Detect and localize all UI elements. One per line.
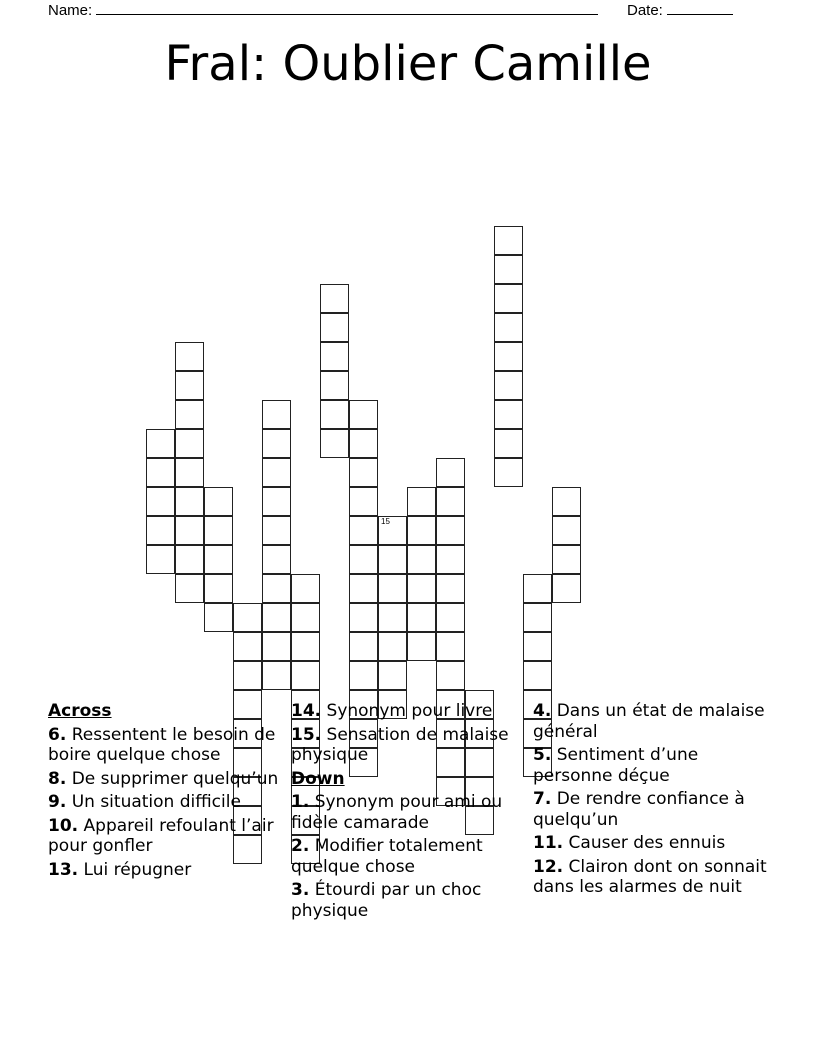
clue-text: Synonym pour livre bbox=[326, 701, 493, 721]
clue-item bbox=[291, 836, 526, 877]
clue-item bbox=[533, 701, 773, 742]
grid-cell[interactable] bbox=[320, 429, 349, 458]
grid-cell[interactable] bbox=[523, 603, 552, 632]
grid-cell[interactable] bbox=[320, 284, 349, 313]
grid-cell[interactable] bbox=[175, 574, 204, 603]
grid-cell[interactable] bbox=[378, 574, 407, 603]
grid-cell[interactable] bbox=[291, 574, 320, 603]
clue-text: Modifier totalement quelque chose bbox=[291, 836, 483, 877]
grid-cell[interactable] bbox=[378, 661, 407, 690]
grid-cell[interactable] bbox=[349, 400, 378, 429]
grid-cell[interactable] bbox=[146, 516, 175, 545]
clue-item bbox=[48, 860, 283, 881]
grid-cell[interactable] bbox=[262, 603, 291, 632]
clue-number-label: 3. bbox=[291, 880, 310, 900]
clue-item bbox=[291, 725, 526, 766]
grid-cell[interactable] bbox=[146, 487, 175, 516]
clue-text: Dans un état de malaise général bbox=[533, 701, 765, 742]
grid-cell[interactable] bbox=[494, 313, 523, 342]
clue-item bbox=[533, 833, 773, 854]
grid-cell[interactable] bbox=[436, 603, 465, 632]
clue-text: Clairon dont on sonnait dans les alarmes de nuit bbox=[533, 856, 767, 897]
grid-cell[interactable] bbox=[436, 487, 465, 516]
clue-item bbox=[533, 857, 773, 898]
grid-cell[interactable] bbox=[523, 661, 552, 690]
grid-cell[interactable] bbox=[494, 342, 523, 371]
clue-number-label: 11. bbox=[533, 833, 564, 853]
clue-text: Étourdi par un choc physique bbox=[291, 880, 482, 921]
down-heading: Down bbox=[291, 768, 345, 789]
clue-item bbox=[533, 789, 773, 830]
grid-cell[interactable] bbox=[407, 574, 436, 603]
grid-cell[interactable] bbox=[262, 661, 291, 690]
clue-item bbox=[291, 701, 526, 722]
grid-cell[interactable] bbox=[146, 429, 175, 458]
clue-number-label: 14. bbox=[291, 701, 322, 721]
grid-cell[interactable] bbox=[349, 429, 378, 458]
grid-cell[interactable] bbox=[175, 487, 204, 516]
grid-cell[interactable] bbox=[494, 255, 523, 284]
grid-cell[interactable] bbox=[175, 545, 204, 574]
grid-cell[interactable] bbox=[349, 632, 378, 661]
clue-text: Un situation difficile bbox=[71, 792, 241, 812]
clues-column-3 bbox=[533, 701, 773, 901]
grid-cell[interactable] bbox=[436, 661, 465, 690]
grid-cell[interactable] bbox=[233, 661, 262, 690]
grid-cell[interactable] bbox=[204, 574, 233, 603]
clue-text: Sensation de malaise physique bbox=[291, 724, 509, 765]
grid-cell[interactable] bbox=[436, 516, 465, 545]
grid-cell[interactable] bbox=[204, 487, 233, 516]
clue-text: De supprimer quelqu’un bbox=[71, 768, 279, 789]
clue-number-label: 7. bbox=[533, 789, 552, 809]
name-label: Name: bbox=[48, 2, 93, 19]
grid-cell[interactable] bbox=[378, 632, 407, 661]
clue-item bbox=[48, 792, 283, 813]
grid-cell[interactable] bbox=[436, 545, 465, 574]
clue-text: Appareil refoulant l’air pour gonfler bbox=[48, 815, 274, 856]
grid-cell[interactable] bbox=[349, 574, 378, 603]
grid-cell[interactable] bbox=[552, 545, 581, 574]
grid-cell[interactable] bbox=[262, 458, 291, 487]
grid-cell[interactable] bbox=[349, 516, 378, 545]
grid-cell[interactable] bbox=[204, 516, 233, 545]
grid-cell[interactable] bbox=[291, 632, 320, 661]
grid-cell[interactable] bbox=[262, 487, 291, 516]
grid-cell[interactable] bbox=[523, 632, 552, 661]
grid-cell[interactable] bbox=[262, 574, 291, 603]
clue-item bbox=[291, 880, 526, 921]
grid-cell[interactable] bbox=[436, 632, 465, 661]
clue-number-label: 10. bbox=[48, 815, 79, 836]
grid-cell[interactable] bbox=[291, 603, 320, 632]
clue-number-label: 13. bbox=[48, 859, 79, 880]
grid-cell[interactable] bbox=[436, 574, 465, 603]
clue-number-label: 9. bbox=[48, 792, 67, 812]
grid-cell[interactable] bbox=[204, 545, 233, 574]
grid-cell[interactable] bbox=[494, 284, 523, 313]
clue-number-label: 4. bbox=[533, 701, 552, 721]
clue-item bbox=[48, 816, 283, 857]
grid-cell[interactable] bbox=[378, 603, 407, 632]
grid-cell[interactable] bbox=[320, 313, 349, 342]
grid-cell[interactable] bbox=[494, 226, 523, 255]
grid-cell[interactable] bbox=[378, 516, 407, 545]
grid-cell[interactable] bbox=[407, 516, 436, 545]
grid-cell[interactable] bbox=[349, 487, 378, 516]
grid-cell[interactable] bbox=[262, 516, 291, 545]
grid-cell[interactable] bbox=[407, 487, 436, 516]
grid-cell[interactable] bbox=[552, 574, 581, 603]
clue-number-label: 12. bbox=[533, 856, 564, 877]
grid-cell[interactable] bbox=[320, 400, 349, 429]
grid-cell[interactable] bbox=[175, 458, 204, 487]
clues-column-1 bbox=[48, 701, 283, 883]
grid-cell[interactable] bbox=[175, 371, 204, 400]
grid-cell[interactable] bbox=[175, 429, 204, 458]
grid-cell[interactable] bbox=[494, 371, 523, 400]
grid-cell[interactable] bbox=[146, 458, 175, 487]
grid-cell[interactable] bbox=[494, 400, 523, 429]
grid-cell[interactable] bbox=[552, 516, 581, 545]
grid-cell[interactable] bbox=[233, 603, 262, 632]
grid-cell[interactable] bbox=[349, 661, 378, 690]
across-heading: Across bbox=[48, 701, 112, 721]
clue-text: Synonym pour ami ou fidèle camarade bbox=[291, 792, 503, 833]
grid-cell[interactable] bbox=[291, 661, 320, 690]
clue-text: Ressentent le besoin de boire quelque chose bbox=[48, 724, 276, 765]
grid-cell[interactable] bbox=[175, 342, 204, 371]
grid-cell[interactable] bbox=[494, 429, 523, 458]
clue-item bbox=[291, 792, 526, 833]
grid-cell[interactable] bbox=[378, 545, 407, 574]
grid-cell[interactable] bbox=[349, 603, 378, 632]
grid-cell[interactable] bbox=[349, 458, 378, 487]
grid-cell[interactable] bbox=[146, 545, 175, 574]
clue-item bbox=[48, 769, 283, 790]
grid-cell[interactable] bbox=[407, 545, 436, 574]
clue-number-label: 1. bbox=[291, 792, 310, 812]
grid-cell[interactable] bbox=[262, 545, 291, 574]
grid-cell[interactable] bbox=[262, 632, 291, 661]
grid-cell[interactable] bbox=[233, 632, 262, 661]
clue-item bbox=[533, 745, 773, 786]
grid-cell[interactable] bbox=[320, 342, 349, 371]
clues-column-2 bbox=[291, 701, 526, 924]
grid-cell[interactable] bbox=[523, 574, 552, 603]
clue-text: Sentiment d’une personne déçue bbox=[533, 745, 699, 786]
clue-number-label: 6. bbox=[48, 724, 67, 745]
clue-text: Lui répugner bbox=[83, 859, 192, 880]
page-title: Fral: Oublier Camille bbox=[164, 36, 652, 92]
clue-number-label: 2. bbox=[291, 836, 310, 856]
grid-cell[interactable] bbox=[494, 458, 523, 487]
clue-number-label: 15. bbox=[291, 724, 322, 745]
clue-text: Causer des ennuis bbox=[568, 833, 726, 853]
grid-cell[interactable] bbox=[204, 603, 233, 632]
clue-text: De rendre confiance à quelqu’un bbox=[533, 789, 745, 830]
grid-cell[interactable] bbox=[436, 458, 465, 487]
date-label: Date: bbox=[627, 2, 663, 19]
grid-cell[interactable] bbox=[407, 603, 436, 632]
clue-number-label: 5. bbox=[533, 745, 552, 765]
clue-number-label: 8. bbox=[48, 768, 67, 789]
grid-cell[interactable] bbox=[552, 487, 581, 516]
grid-cell[interactable] bbox=[262, 400, 291, 429]
clue-item bbox=[48, 725, 283, 766]
grid-cell[interactable] bbox=[175, 516, 204, 545]
grid-cell[interactable] bbox=[175, 400, 204, 429]
grid-cell[interactable] bbox=[407, 632, 436, 661]
grid-cell[interactable] bbox=[262, 429, 291, 458]
clue-number: 15 bbox=[381, 517, 390, 526]
grid-cell[interactable] bbox=[349, 545, 378, 574]
grid-cell[interactable] bbox=[320, 371, 349, 400]
